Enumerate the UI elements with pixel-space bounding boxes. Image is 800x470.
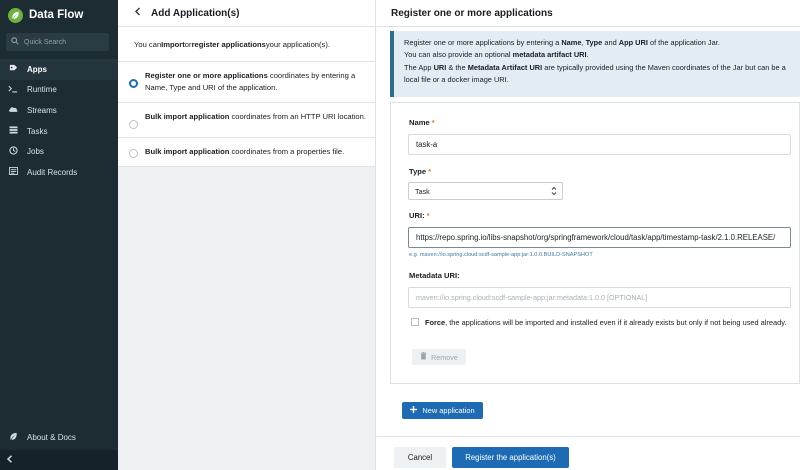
trash-icon [420,352,427,362]
required-mark: * [431,118,435,127]
option-register-applications[interactable] [118,62,375,103]
app-title: Data Flow [29,9,84,21]
audit-icon [7,167,19,177]
option-text [145,70,367,94]
sidebar-item-label: Streams [27,105,57,115]
select-chevron-icon [551,186,557,198]
tasks-icon [7,126,19,136]
intro-text: You can [134,39,162,49]
application-form-card [390,102,800,384]
uri-label [409,211,430,220]
uri-hint: e.g. maven://io.spring.cloud:scdf-sample-app:jar:1.0.0.BUILD-SNAPSHOT [409,252,593,258]
right-panel-header [377,0,800,27]
register-applications-panel [377,0,800,470]
left-panel-title: Add Application(s) [151,7,240,19]
apps-icon [7,64,19,75]
new-application-label: New application [422,406,475,415]
brand[interactable] [0,0,118,30]
sidebar-item-label: About & Docs [27,433,76,443]
quick-search[interactable] [6,33,109,51]
required-mark: * [426,211,430,220]
force-text [425,317,786,328]
info-text: . [586,50,589,60]
info-text: , [581,38,586,47]
info-text: & the [446,62,468,72]
option-text [145,146,344,158]
uri-label-text: URI: [409,211,425,220]
option-description: coordinates from an HTTP URI location. [229,112,366,121]
option-title: Register one or more applications [145,71,268,80]
intro-text: or [184,39,192,49]
name-label [409,118,435,127]
uri-input[interactable]: https://repo.spring.io/libs-snapshot/org/springframework/cloud/task/app/timestamp-task/2.1.0.RELEASE/ [408,227,791,248]
intro-register: register applications [191,39,266,49]
register-applications-button[interactable]: Register the application(s) [452,447,569,468]
info-bold: Metadata Artifact URI [467,62,543,72]
type-select[interactable] [408,182,563,200]
chevron-left-icon [6,455,13,466]
option-bulk-import-properties[interactable] [118,138,375,167]
option-description: coordinates from a properties file. [229,147,345,156]
form-footer [377,436,800,470]
info-bold: Type [585,38,603,47]
option-title: Bulk import application [145,147,230,156]
info-bold: App URI [618,38,648,47]
sidebar [0,0,118,470]
info-bold: metadata artifact URI [512,50,587,60]
info-line [404,62,792,87]
info-text: You can also provide an optional [404,50,513,60]
info-text: of the application Jar. [647,38,720,47]
force-option [411,317,791,328]
sidebar-item-apps[interactable] [0,59,118,80]
sidebar-item-audit-records[interactable] [0,162,118,183]
terminal-icon [7,85,19,95]
option-description: coordinates by entering a Name, Type and URI of the application. [145,71,356,92]
option-title: Bulk import application [145,112,230,121]
info-text: are typically provided using the Maven coordinates of the Jar but can be a local file or a docker image URI. [404,62,786,85]
sidebar-item-label: Runtime [27,85,57,95]
required-mark: * [428,167,432,176]
plus-icon [410,406,417,415]
sidebar-item-streams[interactable] [0,100,118,121]
metadata-uri-input[interactable]: maven://io.spring.cloud:scdf-sample-app:jar:metadata:1.0.0 [OPTIONAL] [408,287,791,308]
sidebar-item-jobs[interactable] [0,141,118,162]
remove-button[interactable] [412,349,466,365]
option-radio[interactable] [129,79,138,88]
sidebar-item-label: Audit Records [27,167,78,177]
add-application-panel [118,0,376,470]
info-box [390,31,800,97]
left-panel-intro [118,27,375,62]
option-radio[interactable] [129,149,138,158]
search-icon [11,37,19,47]
sidebar-item-label: Apps [27,64,47,74]
sidebar-item-runtime[interactable] [0,80,118,101]
left-panel-header [118,0,375,27]
search-input[interactable]: Quick Search [24,38,67,46]
sidebar-item-label: Jobs [27,147,44,157]
back-chevron-icon[interactable] [134,7,141,19]
collapse-sidebar-button[interactable] [0,450,118,470]
intro-import: Import [161,39,185,49]
intro-text: your application(s). [265,39,330,49]
sidebar-item-label: Tasks [27,126,48,136]
info-bold: Name [561,38,582,47]
type-label-text: Type [409,167,427,176]
sidebar-item-tasks[interactable] [0,121,118,142]
info-line [404,49,792,61]
metadata-uri-label: Metadata URI: [409,271,460,280]
type-label [409,167,431,176]
info-text: and [602,38,619,47]
force-description: , the applications will be imported and installed even if it already exists but only if not being used already. [445,318,787,327]
right-panel-title: Register one or more applications [391,7,553,19]
cancel-button[interactable]: Cancel [394,447,446,468]
info-line [404,37,792,49]
remove-label: Remove [431,352,458,362]
force-checkbox[interactable] [411,318,419,326]
force-bold: Force [425,318,446,327]
sidebar-bottom [0,427,118,448]
option-text [145,111,366,129]
cloud-icon [7,105,19,115]
sidebar-item-about-docs[interactable] [0,427,118,448]
new-application-button[interactable] [402,402,483,419]
clock-icon [7,146,19,157]
spring-leaf-logo-icon [8,8,23,23]
type-select-value: Task [415,186,430,196]
name-label-text: Name [409,118,430,127]
info-bold: URI [433,62,447,72]
option-bulk-import-uri[interactable] [118,103,375,138]
info-text: Register one or more applications by entering a [404,38,562,47]
info-text: The App [404,62,434,72]
leaf-icon [7,432,19,443]
option-radio[interactable] [129,120,138,129]
name-input[interactable]: task-a [408,134,791,155]
